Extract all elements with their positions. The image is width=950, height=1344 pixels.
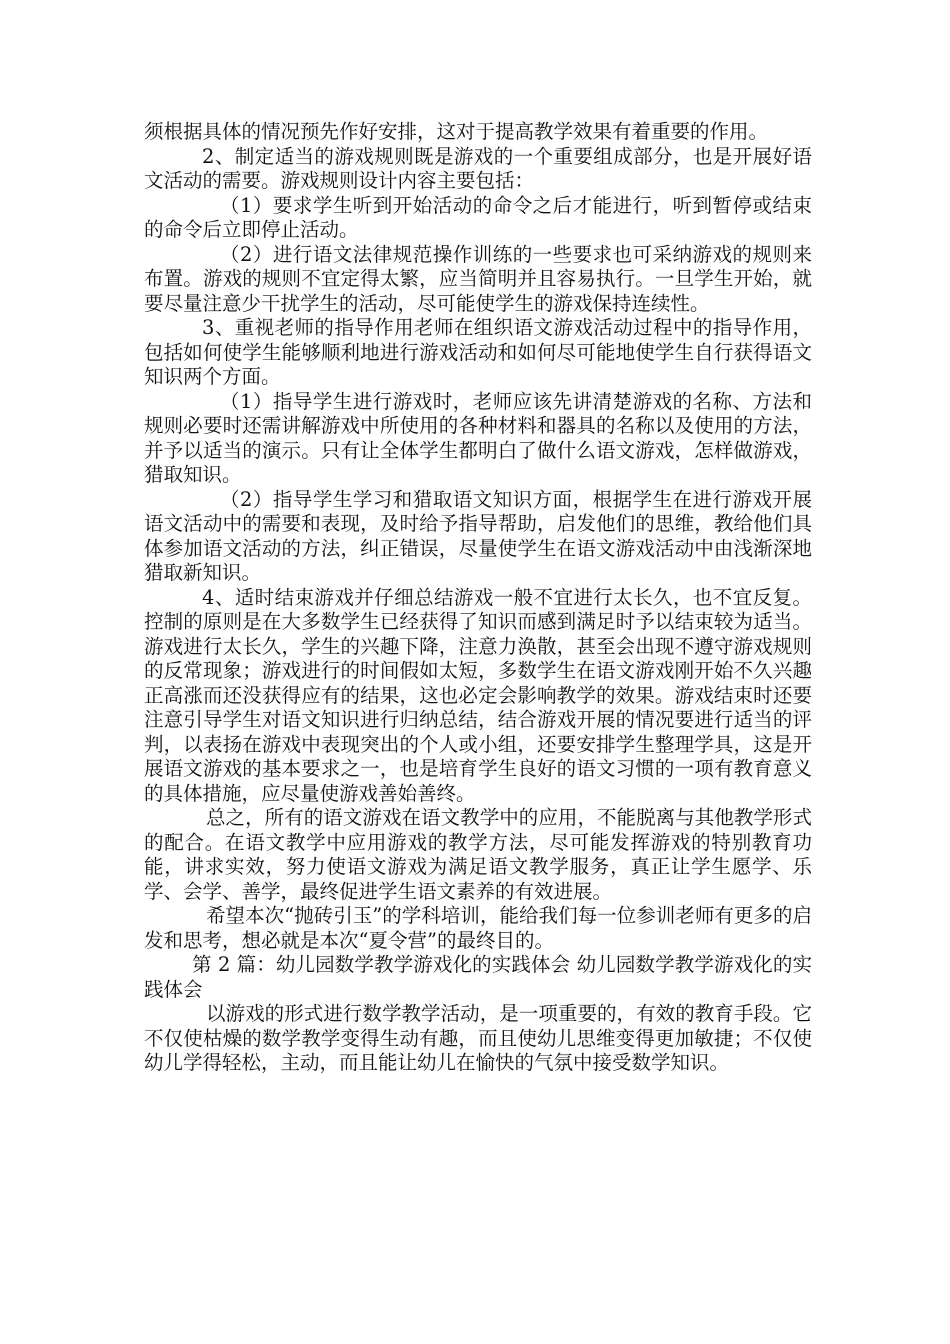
paragraph-rule-4: 4、适时结束游戏并仔细总结游戏一般不宜进行太长久，也不宜反复。控制的原则是在大多数学生已经获得了知识而感到满足时予以结束较为适当。游戏进行太长久，学生的兴趣下降，注意力涣散，甚至会出现不遵守游戏规则的反常现象；游戏进行的时间假如太短，多数学生在语文游戏刚开始不久兴趣正高涨而还没获得应有的结果，这也必定会影响教学的效果。游戏结束时还要注意引导学生对语文知识进行归纳总结，结合游戏开展的情况要进行适当的评判，以表扬在游戏中表现突出的个人或小组，还要安排学生整理学具，这是开展语文游戏的基本要求之一，也是培育学生良好的语文习惯的一项有教育意义的具体措施，应尽量使游戏善始善终。: [144, 585, 812, 805]
paragraph-rule-2: 2、制定适当的游戏规则既是游戏的一个重要组成部分，也是开展好语文活动的需要。游戏规则设计内容主要包括：: [144, 144, 812, 192]
paragraph-rule-3-item-2: （2）指导学生学习和猎取语文知识方面，根据学生在进行游戏开展语文活动中的需要和表现，及时给予指导帮助，启发他们的思维，教给他们具体参加语文活动的方法，纠正错误，尽量使学生在语文游戏活动中由浅渐深地猎取新知识。: [144, 487, 812, 584]
paragraph-closing: 希望本次“抛砖引玉”的学科培训，能给我们每一位参训老师有更多的启发和思考，想必就是本次“夏令营”的最终目的。: [144, 904, 812, 952]
section-heading-part-2: 第 2 篇：幼儿园数学教学游戏化的实践体会 幼儿园数学教学游戏化的实践体会: [144, 953, 812, 1001]
document-body: [144, 120, 812, 1076]
paragraph-continuation: 须根据具体的情况预先作好安排，这对于提高教学效果有着重要的作用。: [144, 120, 769, 143]
paragraph-summary: 总之，所有的语文游戏在语文教学中的应用，不能脱离与其他教学形式的配合。在语文教学中应用游戏的教学方法，尽可能发挥游戏的特别教育功能，讲求实效，努力使语文游戏为满足语文教学服务，真正让学生愿学、乐学、会学、善学，最终促进学生语文素养的有效进展。: [144, 806, 812, 903]
paragraph-rule-2-item-1: （1）要求学生听到开始活动的命令之后才能进行，听到暂停或结束的命令后立即停止活动。: [144, 193, 812, 241]
paragraph-rule-3-item-1: （1）指导学生进行游戏时，老师应该先讲清楚游戏的名称、方法和规则必要时还需讲解游戏中所使用的各种材料和器具的名称以及使用的方法，并予以适当的演示。只有让全体学生都明白了做什么语文游戏，怎样做游戏，猎取知识。: [144, 389, 812, 486]
paragraph-part-2-intro: 以游戏的形式进行数学教学活动，是一项重要的，有效的教育手段。它不仅使枯燥的数学教学变得生动有趣，而且使幼儿思维变得更加敏捷；不仅使幼儿学得轻松，主动，而且能让幼儿在愉快的气氛中接受数学知识。: [144, 1002, 812, 1074]
paragraph-rule-3: 3、重视老师的指导作用老师在组织语文游戏活动过程中的指导作用，包括如何使学生能够顺利地进行游戏活动和如何尽可能地使学生自行获得语文知识两个方面。: [144, 316, 812, 388]
paragraph-rule-2-item-2: （2）进行语文法律规范操作训练的一些要求也可采纳游戏的规则来布置。游戏的规则不宜定得太繁，应当简明并且容易执行。一旦学生开始，就要尽量注意少干扰学生的活动，尽可能使学生的游戏保持连续性。: [144, 242, 812, 315]
